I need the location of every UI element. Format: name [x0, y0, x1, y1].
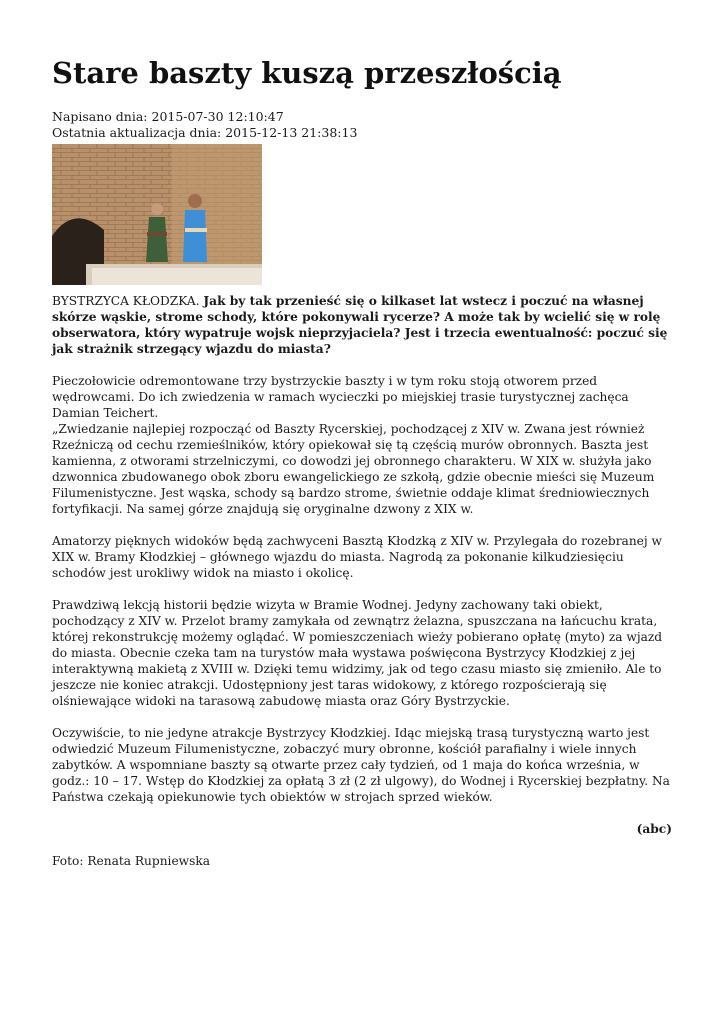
paragraph: Oczywiście, to nie jedyne atrakcje Bystrzycy Kłodzkiej. Idąc miejską trasą turystyczną warto jest odwiedzić Muzeum Filumenistyczne, zobaczyć mury obronne, kościół parafialny i wiele innych zabytków. A wspomniane baszty są otwarte przez cały tydzień, od 1 maja do końca września, w godz.: 10 – 17. Wstęp do Kłodzkiej za opłatą 3 zł (2 zł ulgowy), do Wodnej i Rycerskiej bezpłatny. Na Państwa czekają opiekunowie tych obiektów w strojach sprzed wieków. — [52, 726, 670, 804]
paragraph: Prawdziwą lekcją historii będzie wizyta w Bramie Wodnej. Jedyny zachowany taki obiekt, pochodzący z XIV w. Przelot bramy zamykała od zewnątrz żelazna, spuszczana na łańcuchu krata, której rekonstrukcję możemy oglądać. W pomieszczeniach wieży pobierano opłatę (myto) za wjazd do miasta. Obecnie czeka tam na turystów mała wystawa poświęcona Bystrzycy Kłodzkiej z jej interaktywną makietą z XVIII w. Dzięki temu widzimy, jak od tego czasu miasto się zmieniło. Ale to jeszcze nie koniec atrakcji. Udostępniony jest taras widokowy, z którego rozpościerają się olśniewające widoki na tarasową zabudowę miasta oraz Góry Bystrzyckie. — [52, 598, 663, 708]
updated-date: Ostatnia aktualizacja dnia: 2015-12-13 21:38:13 — [52, 125, 358, 140]
paragraph: Pieczołowicie odremontowane trzy bystrzyckie baszty i w tym roku stoją otworem przed wędrowcami. Do ich zwiedzenia w ramach wycieczki po miejskiej trasie turystycznej zachęca Damian Teichert. „Zwiedzanie najlepiej rozpocząć od Baszty Rycerskiej, pochodzącej z XIV w. Zwana jest również Rzeźniczą od cechu rzemieślników, który opiekował się tą częścią murów obronnych. Baszta jest kamienna, z otworami strzelniczymi, co dowodzi jej obronnego charakteru. W XIX w. służyła jako dzwonnica zbudowanego obok zboru ewangelickiego ze szkołą, gdzie obecnie mieści się Muzeum Filumenistyczne. Jest wąska, schody są bardzo strome, świetnie oddaje klimat średniowiecznych fortyfikacji. Na samej górze znajdują się oryginalne dzwony z XIX w. — [52, 374, 655, 516]
author-signature: (abc) — [636, 822, 672, 836]
article-body — [52, 293, 672, 885]
lead-paragraph — [52, 293, 672, 357]
article-title: Stare baszty kuszą przeszłością — [52, 56, 562, 90]
lead-place: BYSTRZYCA KŁODZKA. — [52, 294, 200, 308]
paragraph: Amatorzy pięknych widoków będą zachwyceni Basztą Kłodzką z XIV w. Przylegała do rozebranej w XIX w. Bramy Kłodzkiej – głównego wjazdu do miasta. Nagrodą za pokonanie kilkudziesięciu schodów jest urokliwy widok na miasto i okolicę. — [52, 534, 662, 580]
photo-credit: Foto: Renata Rupniewska — [52, 854, 211, 868]
lead-text: Jak by tak przenieść się o kilkaset lat wstecz i poczuć na własnej skórze wąskie, strome schody, które pokonywali rycerze? A może tak by wcielić się w rolę obserwatora, który wypatruje wojsk nieprzyjaciela? Jest i trzecia ewentualność: poczuć się jak strażnik strzegący wjazdu do miasta? — [52, 294, 668, 356]
article-photo — [52, 144, 262, 285]
published-date: Napisano dnia: 2015-07-30 12:10:47 — [52, 109, 284, 124]
article-meta — [52, 109, 357, 141]
